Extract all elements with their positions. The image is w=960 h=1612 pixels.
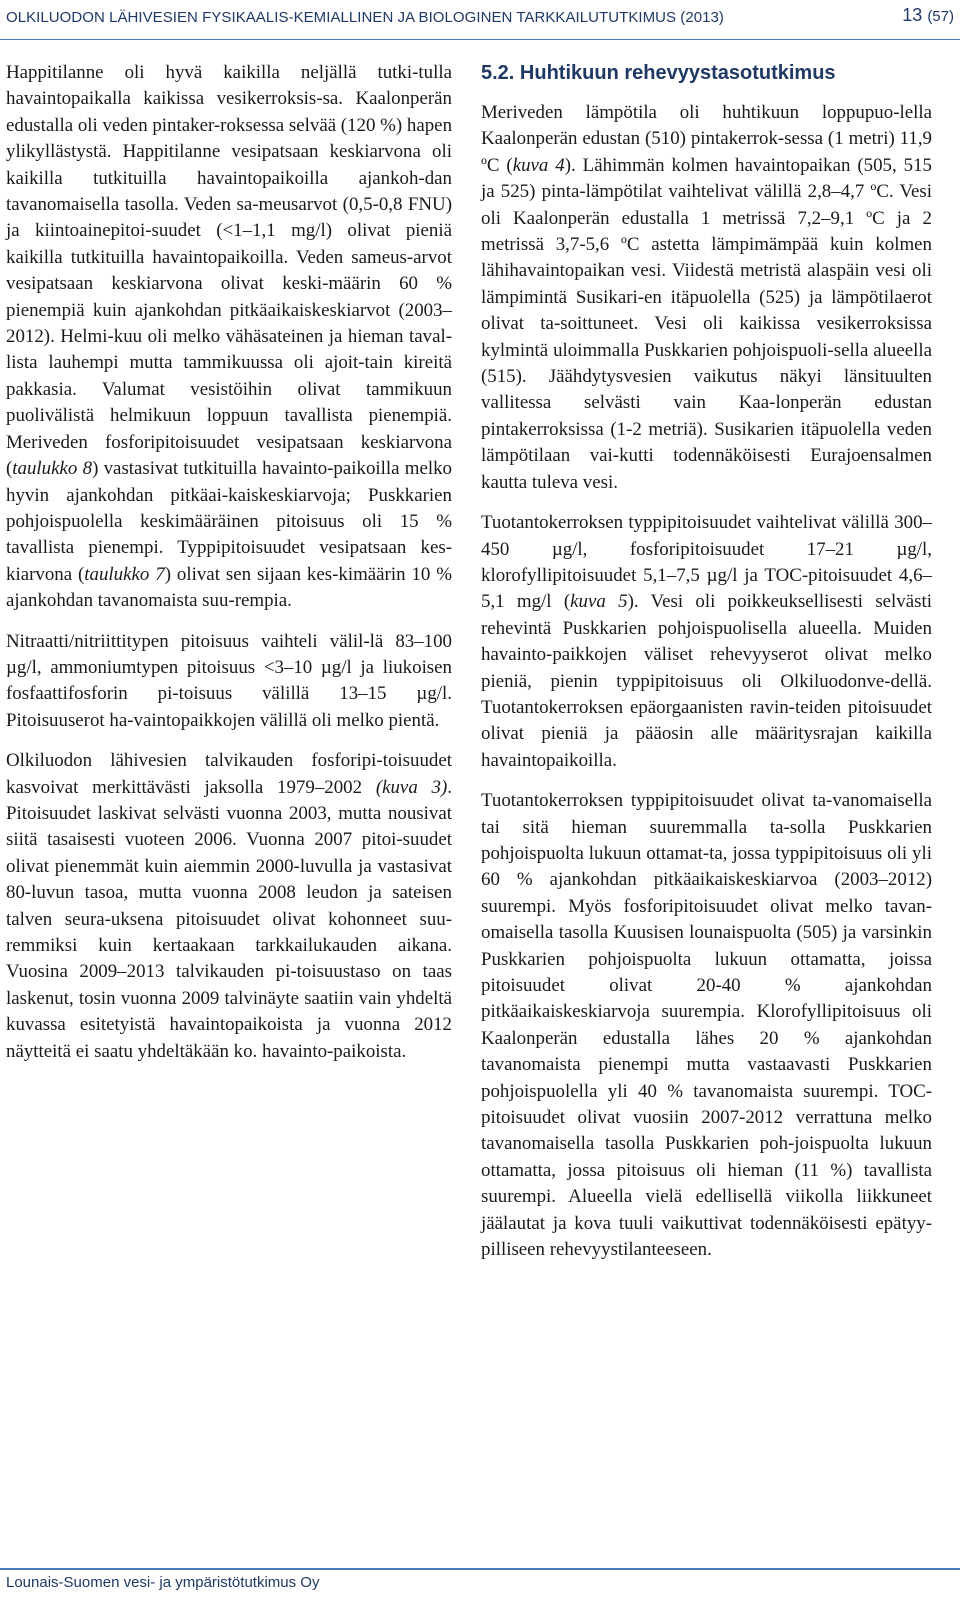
figure-reference: kuva 4: [512, 154, 565, 176]
page-number: [902, 5, 954, 26]
figure-reference: kuva 5: [570, 591, 628, 613]
table-reference: taulukko 8: [12, 458, 93, 480]
left-column: [6, 60, 452, 1079]
section-heading: 5.2. Huhtikuun rehevyystasotutkimus: [481, 62, 836, 84]
page-total: (57): [927, 8, 954, 25]
figure-reference: (kuva 3): [375, 776, 448, 798]
footer-organization: Lounais-Suomen vesi- ja ympäristötutkimus Oy: [6, 1574, 320, 1591]
table-reference: taulukko 7: [84, 563, 165, 585]
paragraph-productive-layer: Tuotantokerroksen typpipitoisuudet vaihtelivat välillä 300–450 µg/l, fosforipitoisuudet 17–21 µg/l, klorofyllipitoisuudet 5,1–7,5 µg/l ja TOC-pitoisuudet 4,6–5,1 mg/l (kuva 5). Vesi oli poikkeuksellisesti selvästi rehevintä Puskkarien pohjoispuolisella alueella. Muiden havainto-paikkojen väliset rehevyyserot olivat melko pieniä, pienin typpipitoisuus oli Olkiluodonve-dellä. Tuotantokerroksen epäorgaanisten ravin-teiden pitoisuudet olivat pieniä ja pääosin alle määritysrajan kaikilla havaintopaikoilla.: [481, 512, 932, 771]
paragraph-oxygen-turbidity: Happitilanne oli hyvä kaikilla neljällä tutki-tulla havaintopaikalla kaikissa vesikerroksis-sa. Kaalonperän edustalla oli veden pintaker-roksessa selvää (120 %) hapen ylikyllästystä. Happitilanne vesipatsaan keskiarvona oli kaikilla tutkituilla havaintopaikoilla ajankoh-dan tavanomaisella tasolla. Veden sa-meusarvot (0,5-0,8 FNU) ja kiintoainepitoi-suudet (<1–1,1 mg/l) olivat pieniä kaikilla tutkituilla havaintopaikoilla. Veden sameus-arvot vesipatsaan keskiarvona olivat keski-määrin 60 % pienempiä kuin ajankohdan pitkäaikaiskeskiarvot (2003–2012). Helmi-kuu oli melko vähäsateinen ja hieman taval-lista lauhempi mutta tammikuussa oli ajoit-tain kireitä pakkasia. Valumat vesistöihin olivat tammikuun puolivälistä helmikuun loppuun tavallista pienempiä. Meriveden fosforipitoisuudet vesipatsaan keskiarvona (taulukko 8) vastasivat tutkituilla havainto-paikoilla melko hyvin ajankohdan pitkäai-kaiskeskiarvoja; Puskkarien pohjoispuolella keskimääräinen pitoisuus oli 15 % tavallista pienempi. Typpipitoisuudet vesipatsaan kes-kiarvona (taulukko 7) olivat sen sijaan kes-kimäärin 10 % ajankohdan tavanomaista suu-rempia.: [6, 62, 453, 612]
paragraph-nutrients: Nitraatti/nitriittitypen pitoisuus vaihteli välil-lä 83–100 µg/l, ammoniumtypen pitoisuus <3–10 µg/l ja liukoisen fosfaattifosforin pi-toisuus välillä 13–15 µg/l. Pitoisuuserot ha-vaintopaikkojen välillä oli melko pientä.: [6, 630, 452, 731]
page-current: 13: [902, 5, 923, 25]
running-header: [0, 0, 960, 40]
paragraph-temperature: Meriveden lämpötila oli huhtikuun loppupuo-lella Kaalonperän edustan (510) pintakerrok-sessa (1 metri) 11,9 ºC (kuva 4). Lähimmän kolmen havaintopaikan (505, 515 ja 525) pinta-lämpötilat vaihtelivat välillä 2,8–4,7 ºC. Vesi oli Kaalonperän edustalla 1 metrissä 7,2–9,1 ºC ja 2 metrissä 3,7-5,6 ºC astetta lämpimämpää kuin kolmen lähihavaintopaikan vesi. Viidestä metristä alaspäin vesi oli lämpimintä Susikari-en itäpuolella (525) ja lämpötilaerot olivat ta-soittuneet. Vesi oli kaikissa vesikerroksissa kylmintä uloimmalla Puskkarien pohjoispuoli-sella alueella (515). Jäähdytysvesien vaikutus näkyi länsituulten vallitessa selvästi vain Kaa-lonperän edustan pintakerroksissa (1-2 metriä). Susikarien itäpuolella veden lämpötilaan vai-kutti todennäköisesti Eurajoensalmen kautta tuleva vesi.: [481, 102, 932, 493]
report-title: OLKILUODON LÄHIVESIEN FYSIKAALIS-KEMIALLINEN JA BIOLOGINEN TARKKAILUTUTKIMUS (2013): [6, 9, 724, 26]
footer-divider: [0, 1568, 960, 1570]
right-column: [481, 60, 932, 1277]
paragraph-winter-phosphorus: Olkiluodon lähivesien talvikauden fosforipi-toisuudet kasvoivat merkittävästi jaksolla 1979–2002 (kuva 3). Pitoisuudet laskivat selvästi vuonna 2003, mutta nousivat siitä tasaisesti vuoteen 2006. Vuonna 2007 pitoi-suudet olivat pienemmät kuin aiemmin 2000-luvulla ja vastasivat 80-luvun tasoa, mutta vuonna 2008 leudon ja sateisen talven seura-uksena pitoisuudet olivat kohonneet suu-remmiksi kuin kertaakaan tarkkailukauden aikana. Vuosina 2009–2013 talvikauden pi-toisuustaso on taas laskenut, tosin vuonna 2009 talvinäyte saatiin vain yhdeltä kuvassa esitetyistä havaintopaikoista ja vuonna 2012 näytteitä ei saatu yhdeltäkään ko. havainto-paikoista.: [6, 750, 452, 1062]
paragraph-eutrophication-comparison: Tuotantokerroksen typpipitoisuudet olivat ta-vanomaisella tai sitä hieman suuremmalla ta-solla Puskkarien pohjoispuolta lukuun ottamat-ta, jossa typpipitoisuus oli yli 60 % ajankohdan pitkäaikaiskeskiarvoa (2003–2012) suurempi. Myös fosforipitoisuudet olivat melko tavan-omaisella tasolla Kuusisen lounaispuolta (505) ja varsinkin Puskkarien pohjoispuolta lukuun ottamatta, joissa pitoisuudet olivat 20-40 % ajankohdan pitkäaikaiskeskiarvoja suurempia. Klorofyllipitoisuus oli Kaalonperän edustalla lähes 20 % ajankohdan tavanomaista pienempi mutta vastaavasti Puskkarien pohjoispuolella yli 40 % tavanomaista suurempi. TOC-pitoisuudet olivat vuosiin 2007-2012 verrattuna melko tavanomaisella tasolla Puskkarien poh-joispuolta lukuun ottamatta, jossa pitoisuus oli hieman (11 %) tavallista suurempi. Alueella vielä edellisellä viikolla liikkuneet jäälautat ja kova tuuli vaikuttivat todennäköisesti epätyy-pilliseen rehevyystilanteeseen.: [481, 790, 932, 1261]
